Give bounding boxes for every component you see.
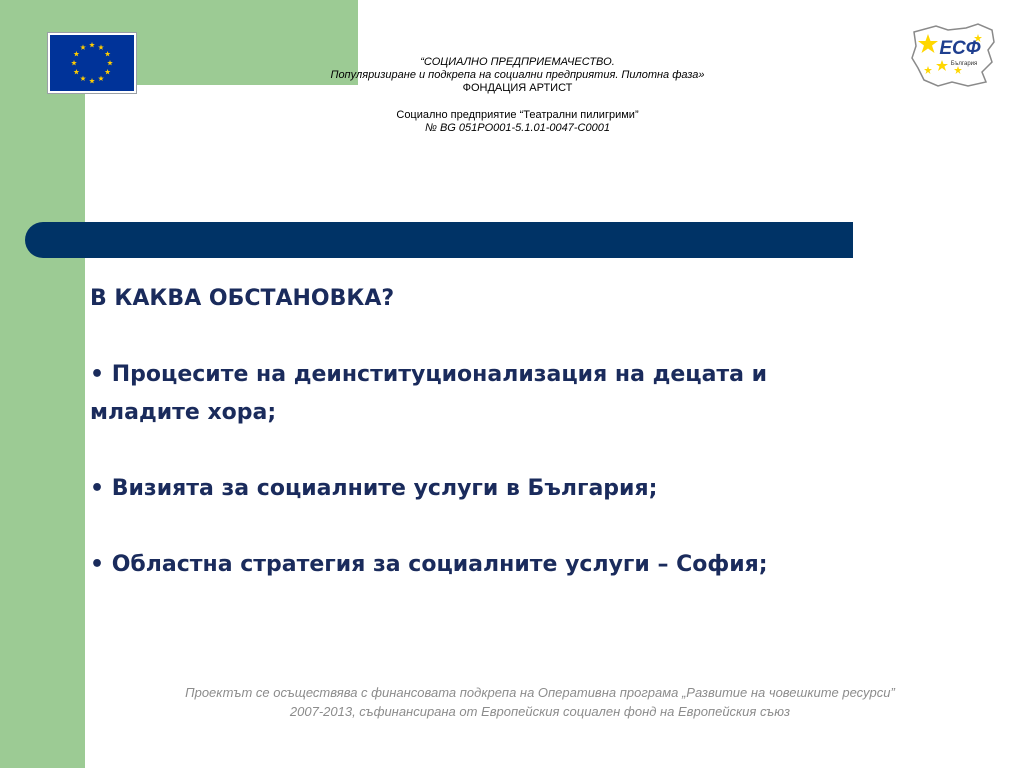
footer-line-2: 2007-2013, съфинансирана от Европейския социален фонд на Европейския съюз: [289, 704, 791, 719]
bullet-1-line-2: младите хора;: [90, 400, 277, 425]
eu-flag-icon: [47, 32, 137, 94]
left-green-bar: [0, 0, 85, 768]
bullet-icon: •: [90, 362, 105, 387]
bullet-2-text: Визията за социалните услуги в България;: [111, 476, 658, 501]
funding-footer: [100, 683, 980, 721]
header-line-2: Популяризиране и подкрепа на социални предприятия. Пилотна фаза»: [330, 69, 705, 81]
bullet-item-2: [90, 470, 890, 508]
header-line-1: “СОЦИАЛНО ПРЕДПРИЕМАЧЕСТВО.: [420, 56, 615, 68]
bullet-icon: •: [90, 552, 105, 577]
header-line-4: Социално предприятие “Театрални пилигрими”: [396, 109, 639, 121]
blue-title-band: [25, 222, 853, 258]
header-line-3: ФОНДАЦИЯ АРТИСТ: [462, 82, 573, 94]
footer-line-1: Проектът се осъществява с финансовата подкрепа на Оперативна програма „Развитие на човешките ресурси”: [185, 685, 895, 700]
esf-logo-text: ЕСФ: [939, 38, 981, 59]
bullet-item-1: [90, 356, 890, 394]
project-header: [240, 56, 795, 135]
slide-content: [90, 280, 890, 584]
bullet-item-3: [90, 546, 890, 584]
header-line-5: № BG 051PO001-5.1.01-0047-C0001: [425, 122, 610, 134]
bullet-3-text: Областна стратегия за социалните услуги – София;: [111, 552, 768, 577]
esf-logo-subtext: България: [950, 61, 978, 67]
corner-curve: [85, 85, 225, 225]
bullet-1-line-1: Процесите на деинституционализация на децата и: [111, 362, 768, 387]
bullet-icon: •: [90, 476, 105, 501]
esf-logo: [908, 22, 998, 90]
slide-heading: В КАКВА ОБСТАНОВКА?: [90, 286, 395, 311]
